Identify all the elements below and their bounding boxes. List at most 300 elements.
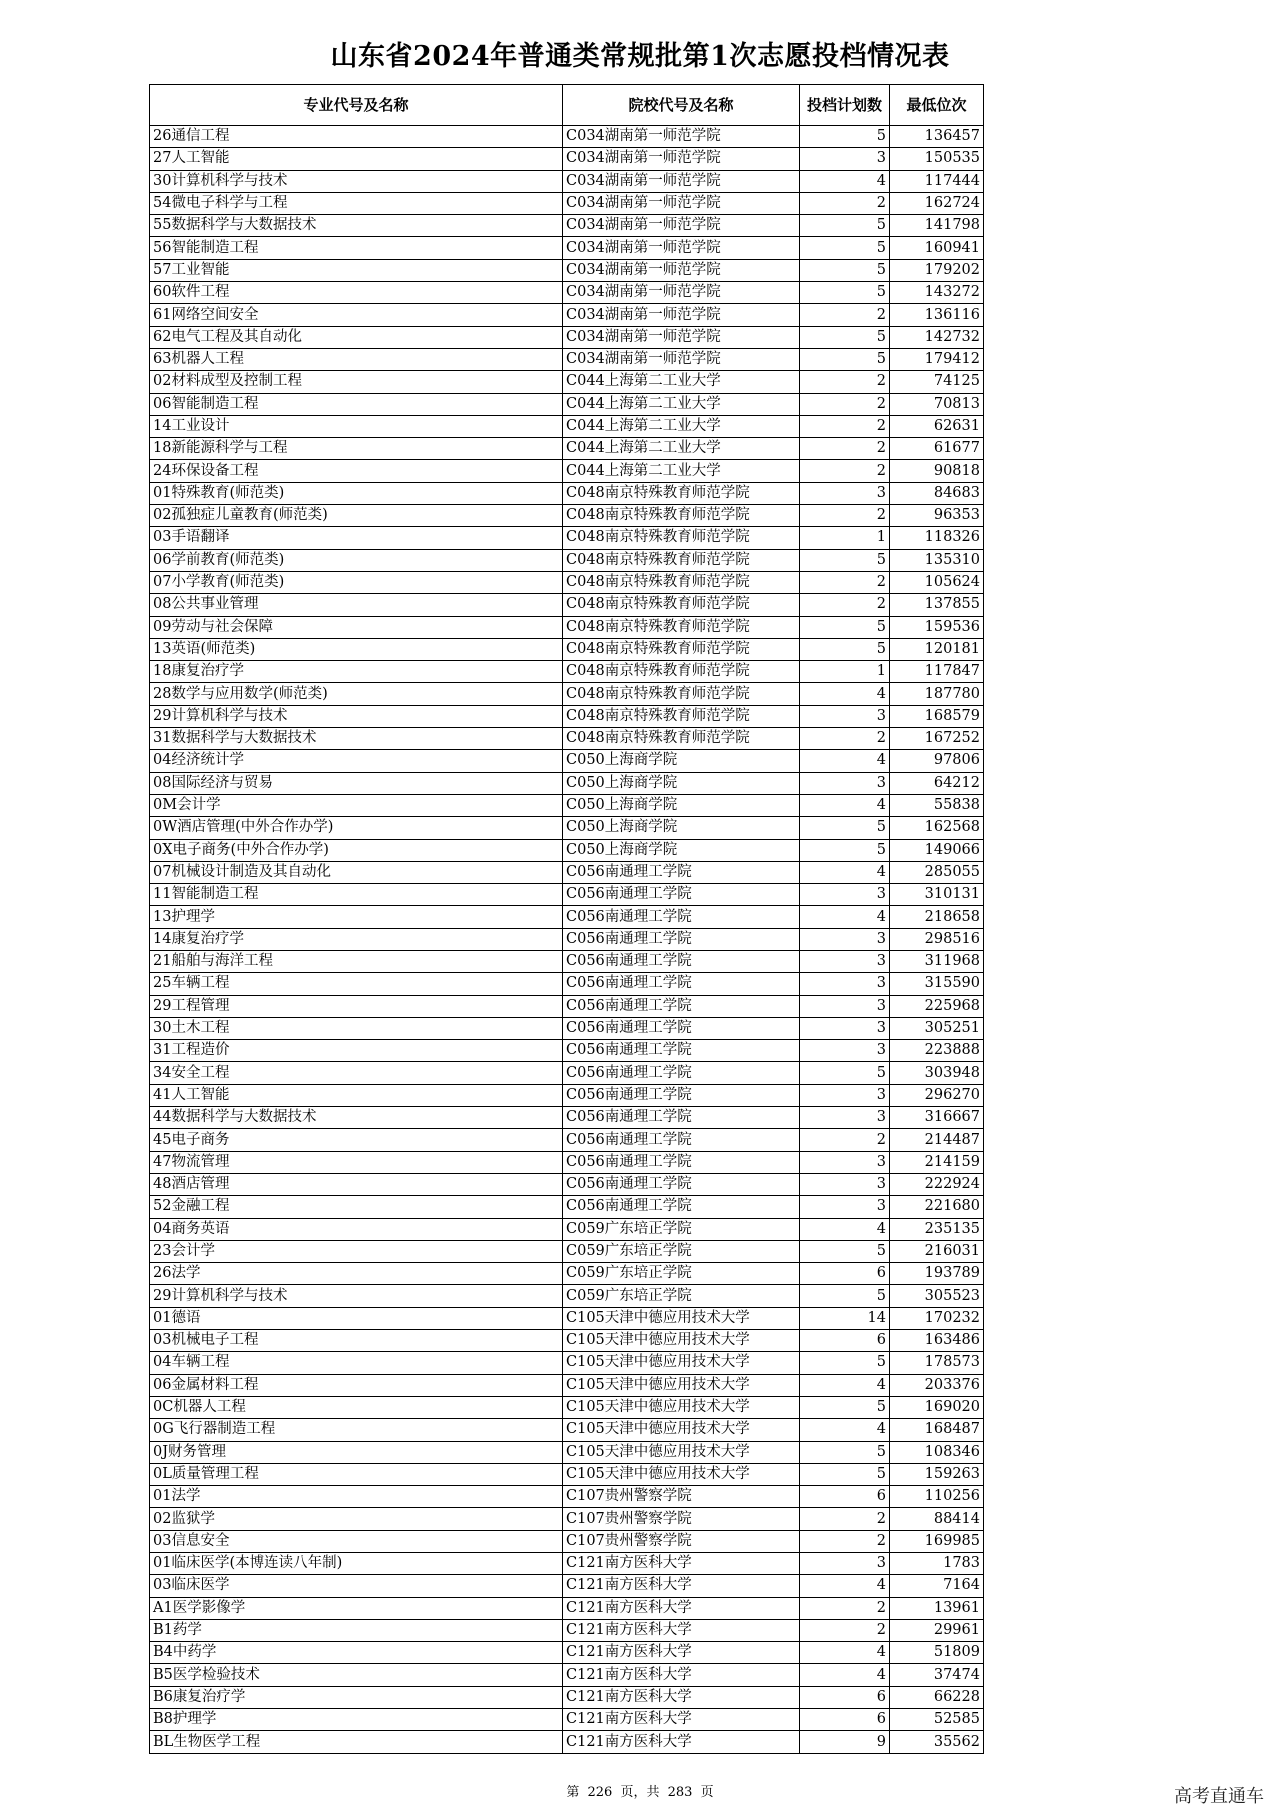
cell-school: C048南京特殊教育师范学院 — [563, 571, 800, 593]
cell-plan-count: 2 — [800, 371, 890, 393]
cell-major: 34安全工程 — [150, 1062, 563, 1084]
table-row — [150, 170, 984, 192]
cell-school: C034湖南第一师范学院 — [563, 148, 800, 170]
table-row — [150, 661, 984, 683]
cell-min-rank: 29961 — [890, 1619, 984, 1641]
cell-major: 26通信工程 — [150, 126, 563, 148]
cell-major: A1医学影像学 — [150, 1597, 563, 1619]
cell-plan-count: 4 — [800, 170, 890, 192]
cell-min-rank: 216031 — [890, 1240, 984, 1262]
table-row — [150, 973, 984, 995]
cell-plan-count: 5 — [800, 1352, 890, 1374]
cell-plan-count: 3 — [800, 1173, 890, 1195]
cell-min-rank: 214159 — [890, 1151, 984, 1173]
table-row — [150, 794, 984, 816]
cell-plan-count: 2 — [800, 192, 890, 214]
footer-mid: 页，共 — [620, 1785, 660, 1800]
cell-major: 62电气工程及其自动化 — [150, 326, 563, 348]
cell-major: 21船舶与海洋工程 — [150, 950, 563, 972]
cell-min-rank: 305251 — [890, 1017, 984, 1039]
cell-school: C056南通理工学院 — [563, 1173, 800, 1195]
cell-major: 03机械电子工程 — [150, 1330, 563, 1352]
cell-plan-count: 5 — [800, 1285, 890, 1307]
cell-min-rank: 141798 — [890, 215, 984, 237]
cell-plan-count: 2 — [800, 1597, 890, 1619]
cell-min-rank: 235135 — [890, 1218, 984, 1240]
cell-major: 11智能制造工程 — [150, 884, 563, 906]
cell-major: 54微电子科学与工程 — [150, 192, 563, 214]
table-row — [150, 571, 984, 593]
cell-major: 29计算机科学与技术 — [150, 1285, 563, 1307]
cell-min-rank: 160941 — [890, 237, 984, 259]
table-row — [150, 1686, 984, 1708]
cell-min-rank: 159263 — [890, 1463, 984, 1485]
cell-plan-count: 3 — [800, 973, 890, 995]
cell-min-rank: 137855 — [890, 594, 984, 616]
cell-major: 23会计学 — [150, 1240, 563, 1262]
cell-school: C121南方医科大学 — [563, 1619, 800, 1641]
table-row — [150, 1285, 984, 1307]
cell-plan-count: 2 — [800, 728, 890, 750]
cell-plan-count: 3 — [800, 1017, 890, 1039]
table-row — [150, 950, 984, 972]
cell-major: 07机械设计制造及其自动化 — [150, 861, 563, 883]
table-row — [150, 1486, 984, 1508]
cell-plan-count: 6 — [800, 1330, 890, 1352]
cell-major: 27人工智能 — [150, 148, 563, 170]
cell-min-rank: 167252 — [890, 728, 984, 750]
cell-major: 01特殊教育(师范类) — [150, 482, 563, 504]
cell-min-rank: 143272 — [890, 282, 984, 304]
cell-school: C121南方医科大学 — [563, 1642, 800, 1664]
cell-min-rank: 162568 — [890, 817, 984, 839]
cell-min-rank: 316667 — [890, 1107, 984, 1129]
table-row — [150, 772, 984, 794]
cell-min-rank: 62631 — [890, 415, 984, 437]
cell-major: 31工程造价 — [150, 1040, 563, 1062]
table-row — [150, 1731, 984, 1753]
cell-plan-count: 3 — [800, 1084, 890, 1106]
table-row — [150, 638, 984, 660]
cell-min-rank: 214487 — [890, 1129, 984, 1151]
cell-min-rank: 296270 — [890, 1084, 984, 1106]
cell-school: C048南京特殊教育师范学院 — [563, 505, 800, 527]
cell-min-rank: 222924 — [890, 1173, 984, 1195]
table-row — [150, 884, 984, 906]
cell-min-rank: 7164 — [890, 1575, 984, 1597]
cell-plan-count: 3 — [800, 1553, 890, 1575]
page-footer — [0, 1781, 1280, 1800]
cell-major: 14康复治疗学 — [150, 928, 563, 950]
table-row — [150, 616, 984, 638]
table-row — [150, 1084, 984, 1106]
cell-min-rank: 225968 — [890, 995, 984, 1017]
cell-plan-count: 4 — [800, 1664, 890, 1686]
cell-plan-count: 5 — [800, 638, 890, 660]
cell-school: C050上海商学院 — [563, 750, 800, 772]
cell-min-rank: 159536 — [890, 616, 984, 638]
cell-min-rank: 193789 — [890, 1263, 984, 1285]
cell-school: C105天津中德应用技术大学 — [563, 1419, 800, 1441]
cell-min-rank: 51809 — [890, 1642, 984, 1664]
cell-min-rank: 35562 — [890, 1731, 984, 1753]
cell-major: 30计算机科学与技术 — [150, 170, 563, 192]
cell-major: 0X电子商务(中外合作办学) — [150, 839, 563, 861]
cell-school: C050上海商学院 — [563, 772, 800, 794]
table-header-row — [150, 85, 984, 126]
table-row — [150, 1218, 984, 1240]
cell-school: C034湖南第一师范学院 — [563, 237, 800, 259]
table-row — [150, 1575, 984, 1597]
table-row — [150, 1419, 984, 1441]
cell-plan-count: 4 — [800, 1419, 890, 1441]
cell-major: 06金属材料工程 — [150, 1374, 563, 1396]
cell-min-rank: 178573 — [890, 1352, 984, 1374]
cell-plan-count: 2 — [800, 505, 890, 527]
footer-suffix: 页 — [700, 1785, 714, 1800]
table-row — [150, 1374, 984, 1396]
cell-min-rank: 310131 — [890, 884, 984, 906]
cell-major: 52金融工程 — [150, 1196, 563, 1218]
cell-major: B1药学 — [150, 1619, 563, 1641]
cell-major: 47物流管理 — [150, 1151, 563, 1173]
cell-major: 01临床医学(本博连读八年制) — [150, 1553, 563, 1575]
cell-school: C121南方医科大学 — [563, 1731, 800, 1753]
cell-major: 06智能制造工程 — [150, 393, 563, 415]
cell-major: 25车辆工程 — [150, 973, 563, 995]
cell-school: C048南京特殊教育师范学院 — [563, 683, 800, 705]
cell-major: 01法学 — [150, 1486, 563, 1508]
header-min-rank: 最低位次 — [890, 85, 984, 126]
cell-min-rank: 88414 — [890, 1508, 984, 1530]
cell-plan-count: 4 — [800, 906, 890, 928]
cell-major: 01德语 — [150, 1307, 563, 1329]
table-row — [150, 1173, 984, 1195]
cell-major: 18康复治疗学 — [150, 661, 563, 683]
cell-school: C056南通理工学院 — [563, 950, 800, 972]
cell-plan-count: 5 — [800, 1463, 890, 1485]
cell-major: 0C机器人工程 — [150, 1396, 563, 1418]
table-row — [150, 482, 984, 504]
cell-major: 0W酒店管理(中外合作办学) — [150, 817, 563, 839]
cell-plan-count: 5 — [800, 549, 890, 571]
cell-major: 56智能制造工程 — [150, 237, 563, 259]
cell-school: C056南通理工学院 — [563, 1196, 800, 1218]
cell-plan-count: 5 — [800, 282, 890, 304]
cell-school: C056南通理工学院 — [563, 1017, 800, 1039]
table-row — [150, 259, 984, 281]
cell-school: C050上海商学院 — [563, 839, 800, 861]
table-row — [150, 1709, 984, 1731]
cell-min-rank: 169020 — [890, 1396, 984, 1418]
cell-plan-count: 5 — [800, 126, 890, 148]
cell-school: C048南京特殊教育师范学院 — [563, 527, 800, 549]
cell-major: 0J财务管理 — [150, 1441, 563, 1463]
cell-school: C034湖南第一师范学院 — [563, 215, 800, 237]
cell-major: BL生物医学工程 — [150, 1731, 563, 1753]
cell-min-rank: 90818 — [890, 460, 984, 482]
cell-major: 28数学与应用数学(师范类) — [150, 683, 563, 705]
cell-school: C034湖南第一师范学院 — [563, 170, 800, 192]
cell-school: C056南通理工学院 — [563, 928, 800, 950]
cell-major: 02材料成型及控制工程 — [150, 371, 563, 393]
cell-plan-count: 5 — [800, 616, 890, 638]
cell-school: C050上海商学院 — [563, 794, 800, 816]
cell-school: C056南通理工学院 — [563, 906, 800, 928]
cell-school: C034湖南第一师范学院 — [563, 126, 800, 148]
cell-min-rank: 170232 — [890, 1307, 984, 1329]
cell-school: C059广东培正学院 — [563, 1263, 800, 1285]
cell-plan-count: 3 — [800, 1196, 890, 1218]
cell-school: C034湖南第一师范学院 — [563, 326, 800, 348]
cell-school: C048南京特殊教育师范学院 — [563, 638, 800, 660]
cell-major: 08公共事业管理 — [150, 594, 563, 616]
cell-plan-count: 4 — [800, 1218, 890, 1240]
cell-school: C105天津中德应用技术大学 — [563, 1352, 800, 1374]
table-row — [150, 1040, 984, 1062]
cell-plan-count: 6 — [800, 1709, 890, 1731]
cell-major: 30土木工程 — [150, 1017, 563, 1039]
cell-plan-count: 3 — [800, 1107, 890, 1129]
cell-major: 29工程管理 — [150, 995, 563, 1017]
cell-major: B6康复治疗学 — [150, 1686, 563, 1708]
table-body — [150, 126, 984, 1754]
cell-school: C059广东培正学院 — [563, 1218, 800, 1240]
watermark: 高考直通车 — [1174, 1786, 1264, 1807]
cell-min-rank: 117444 — [890, 170, 984, 192]
table-row — [150, 1196, 984, 1218]
cell-school: C048南京特殊教育师范学院 — [563, 661, 800, 683]
cell-plan-count: 2 — [800, 460, 890, 482]
cell-min-rank: 84683 — [890, 482, 984, 504]
cell-school: C105天津中德应用技术大学 — [563, 1330, 800, 1352]
cell-major: 61网络空间安全 — [150, 304, 563, 326]
cell-major: B4中药学 — [150, 1642, 563, 1664]
table-row — [150, 1530, 984, 1552]
cell-min-rank: 55838 — [890, 794, 984, 816]
cell-major: 48酒店管理 — [150, 1173, 563, 1195]
cell-min-rank: 303948 — [890, 1062, 984, 1084]
table-row — [150, 1151, 984, 1173]
cell-major: 45电子商务 — [150, 1129, 563, 1151]
cell-major: 44数据科学与大数据技术 — [150, 1107, 563, 1129]
cell-school: C107贵州警察学院 — [563, 1486, 800, 1508]
cell-major: 06学前教育(师范类) — [150, 549, 563, 571]
cell-plan-count: 4 — [800, 861, 890, 883]
cell-min-rank: 179412 — [890, 348, 984, 370]
table-row — [150, 1553, 984, 1575]
cell-min-rank: 110256 — [890, 1486, 984, 1508]
cell-major: 0L质量管理工程 — [150, 1463, 563, 1485]
cell-min-rank: 162724 — [890, 192, 984, 214]
cell-plan-count: 3 — [800, 1151, 890, 1173]
table-row — [150, 304, 984, 326]
cell-min-rank: 142732 — [890, 326, 984, 348]
cell-school: C056南通理工学院 — [563, 1040, 800, 1062]
cell-plan-count: 4 — [800, 1642, 890, 1664]
cell-major: 04商务英语 — [150, 1218, 563, 1240]
cell-major: 04经济统计学 — [150, 750, 563, 772]
cell-major: 63机器人工程 — [150, 348, 563, 370]
cell-major: 29计算机科学与技术 — [150, 705, 563, 727]
table-row — [150, 1330, 984, 1352]
cell-plan-count: 2 — [800, 571, 890, 593]
table-row — [150, 348, 984, 370]
cell-min-rank: 315590 — [890, 973, 984, 995]
cell-min-rank: 64212 — [890, 772, 984, 794]
table-row — [150, 750, 984, 772]
cell-major: 08国际经济与贸易 — [150, 772, 563, 794]
cell-min-rank: 66228 — [890, 1686, 984, 1708]
cell-school: C034湖南第一师范学院 — [563, 282, 800, 304]
cell-min-rank: 203376 — [890, 1374, 984, 1396]
cell-plan-count: 2 — [800, 304, 890, 326]
cell-school: C105天津中德应用技术大学 — [563, 1441, 800, 1463]
table-row — [150, 126, 984, 148]
cell-school: C048南京特殊教育师范学院 — [563, 549, 800, 571]
cell-min-rank: 218658 — [890, 906, 984, 928]
page-title: 山东省2024年普通类常规批第1次志愿投档情况表 — [330, 41, 950, 72]
cell-min-rank: 169985 — [890, 1530, 984, 1552]
cell-plan-count: 3 — [800, 148, 890, 170]
cell-major: 14工业设计 — [150, 415, 563, 437]
admission-table — [149, 84, 984, 1754]
cell-school: C048南京特殊教育师范学院 — [563, 616, 800, 638]
cell-min-rank: 74125 — [890, 371, 984, 393]
cell-school: C034湖南第一师范学院 — [563, 259, 800, 281]
cell-school: C121南方医科大学 — [563, 1597, 800, 1619]
cell-school: C105天津中德应用技术大学 — [563, 1463, 800, 1485]
cell-major: 02监狱学 — [150, 1508, 563, 1530]
table-row — [150, 728, 984, 750]
table-row — [150, 1017, 984, 1039]
cell-major: 03手语翻译 — [150, 527, 563, 549]
table-row — [150, 415, 984, 437]
cell-school: C056南通理工学院 — [563, 1107, 800, 1129]
table-row — [150, 906, 984, 928]
cell-plan-count: 3 — [800, 705, 890, 727]
cell-school: C107贵州警察学院 — [563, 1508, 800, 1530]
cell-min-rank: 97806 — [890, 750, 984, 772]
table-row — [150, 1240, 984, 1262]
cell-school: C050上海商学院 — [563, 817, 800, 839]
cell-min-rank: 223888 — [890, 1040, 984, 1062]
table-row — [150, 1597, 984, 1619]
table-row — [150, 817, 984, 839]
cell-major: 09劳动与社会保障 — [150, 616, 563, 638]
cell-major: 24环保设备工程 — [150, 460, 563, 482]
cell-school: C056南通理工学院 — [563, 1129, 800, 1151]
cell-school: C056南通理工学院 — [563, 884, 800, 906]
cell-plan-count: 2 — [800, 1508, 890, 1530]
table-row — [150, 1664, 984, 1686]
header-major: 专业代号及名称 — [150, 85, 563, 126]
cell-min-rank: 221680 — [890, 1196, 984, 1218]
table-row — [150, 683, 984, 705]
table-row — [150, 594, 984, 616]
cell-plan-count: 14 — [800, 1307, 890, 1329]
cell-plan-count: 2 — [800, 1530, 890, 1552]
cell-plan-count: 5 — [800, 839, 890, 861]
cell-min-rank: 52585 — [890, 1709, 984, 1731]
cell-plan-count: 4 — [800, 794, 890, 816]
cell-school: C121南方医科大学 — [563, 1709, 800, 1731]
cell-plan-count: 3 — [800, 482, 890, 504]
table-row — [150, 1129, 984, 1151]
cell-min-rank: 61677 — [890, 438, 984, 460]
table-row — [150, 237, 984, 259]
cell-school: C105天津中德应用技术大学 — [563, 1307, 800, 1329]
cell-school: C121南方医科大学 — [563, 1553, 800, 1575]
cell-major: 0M会计学 — [150, 794, 563, 816]
cell-plan-count: 2 — [800, 393, 890, 415]
cell-school: C048南京特殊教育师范学院 — [563, 705, 800, 727]
cell-plan-count: 5 — [800, 326, 890, 348]
cell-plan-count: 3 — [800, 1040, 890, 1062]
cell-min-rank: 163486 — [890, 1330, 984, 1352]
cell-school: C056南通理工学院 — [563, 1062, 800, 1084]
cell-plan-count: 5 — [800, 259, 890, 281]
cell-plan-count: 4 — [800, 683, 890, 705]
table-row — [150, 1107, 984, 1129]
cell-min-rank: 149066 — [890, 839, 984, 861]
cell-school: C056南通理工学院 — [563, 1084, 800, 1106]
cell-plan-count: 5 — [800, 1441, 890, 1463]
cell-plan-count: 6 — [800, 1486, 890, 1508]
table-row — [150, 1352, 984, 1374]
cell-school: C034湖南第一师范学院 — [563, 192, 800, 214]
cell-major: 03临床医学 — [150, 1575, 563, 1597]
cell-min-rank: 168579 — [890, 705, 984, 727]
table-row — [150, 1508, 984, 1530]
cell-school: C056南通理工学院 — [563, 973, 800, 995]
cell-major: 41人工智能 — [150, 1084, 563, 1106]
cell-min-rank: 187780 — [890, 683, 984, 705]
cell-plan-count: 2 — [800, 594, 890, 616]
table-row — [150, 148, 984, 170]
table-row — [150, 1396, 984, 1418]
cell-major: 13英语(师范类) — [150, 638, 563, 660]
cell-major: B5医学检验技术 — [150, 1664, 563, 1686]
cell-min-rank: 150535 — [890, 148, 984, 170]
table-row — [150, 215, 984, 237]
cell-major: 18新能源科学与工程 — [150, 438, 563, 460]
cell-min-rank: 179202 — [890, 259, 984, 281]
cell-school: C044上海第二工业大学 — [563, 393, 800, 415]
cell-school: C044上海第二工业大学 — [563, 415, 800, 437]
cell-min-rank: 136116 — [890, 304, 984, 326]
footer-page-number: 226 — [587, 1785, 613, 1800]
cell-school: C056南通理工学院 — [563, 861, 800, 883]
table-row — [150, 1642, 984, 1664]
cell-major: 55数据科学与大数据技术 — [150, 215, 563, 237]
cell-min-rank: 13961 — [890, 1597, 984, 1619]
table-row — [150, 705, 984, 727]
cell-min-rank: 136457 — [890, 126, 984, 148]
table-row — [150, 861, 984, 883]
cell-plan-count: 6 — [800, 1686, 890, 1708]
table-row — [150, 928, 984, 950]
table-row — [150, 460, 984, 482]
cell-min-rank: 298516 — [890, 928, 984, 950]
cell-plan-count: 1 — [800, 527, 890, 549]
cell-major: 03信息安全 — [150, 1530, 563, 1552]
cell-plan-count: 4 — [800, 750, 890, 772]
cell-min-rank: 70813 — [890, 393, 984, 415]
table-row — [150, 839, 984, 861]
table-row — [150, 1062, 984, 1084]
table-row — [150, 527, 984, 549]
